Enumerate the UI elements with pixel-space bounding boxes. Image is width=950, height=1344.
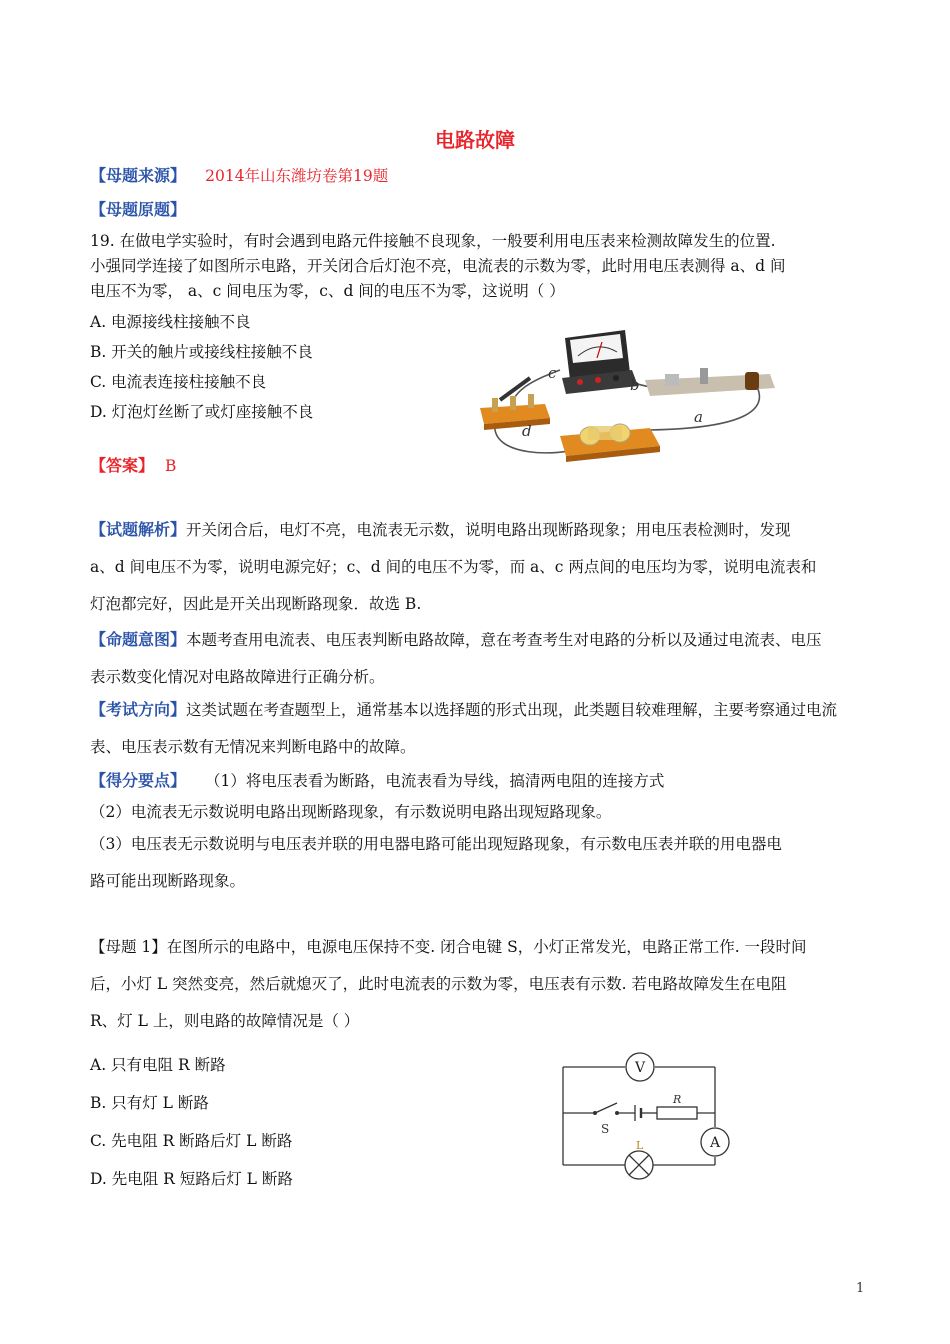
label-r: R: [673, 1093, 682, 1106]
intent-label: 【命题意图】: [90, 630, 187, 649]
answer-label: 【答案】: [90, 456, 155, 475]
answer-row: [90, 453, 176, 476]
analysis-section: [90, 511, 866, 623]
source-row: [90, 163, 388, 186]
intent-line: 本题考查用电流表、电压表判断电路故障，意在考查考生对电路的分析以及通过电流表、电压: [186, 631, 822, 649]
ammeter-symbol-circle: [701, 1128, 729, 1156]
label-l: L: [636, 1139, 644, 1152]
resistor-r: [657, 1107, 697, 1119]
direction-line: 表、电压表示数有无情况来判断电路中的故障。: [90, 738, 416, 756]
question-line: 小强同学连接了如图所示电路，开关闭合后灯泡不亮，电流表的示数为零，此时用电压表测得 a、d 间: [90, 257, 786, 275]
label-a: a: [694, 408, 703, 426]
option-d: D. 灯泡灯丝断了或灯座接触不良: [90, 403, 314, 421]
question-text: [90, 229, 870, 304]
lamp-l: [625, 1151, 653, 1179]
direction-line: 这类试题在考查题型上，通常基本以选择题的形式出现，此类题目较难理解，主要考察通过电流: [186, 701, 838, 719]
q2-option-c: C. 先电阻 R 断路后灯 L 断路: [90, 1132, 293, 1150]
label-d: d: [522, 422, 532, 440]
source-value: 2014年山东潍坊卷第19题: [205, 167, 389, 185]
direction-section: [90, 691, 866, 766]
q2-line: 【母题 1】在图所示的电路中，电源电压保持不变. 闭合电键 S，小灯正常发光，电路正常工作. 一段时间: [90, 938, 807, 956]
original-label: 【母题原题】: [90, 200, 187, 219]
q2-option-d: D. 先电阻 R 短路后灯 L 断路: [90, 1170, 293, 1188]
q2-text: [90, 929, 866, 1040]
switch: [480, 378, 550, 430]
intent-line: 表示数变化情况对电路故障进行正确分析。: [90, 668, 385, 686]
q2-option-a: A. 只有电阻 R 断路: [90, 1056, 226, 1074]
answer-value: B: [164, 457, 177, 475]
q2-option-b: B. 只有灯 L 断路: [90, 1094, 209, 1112]
intent-section: [90, 621, 866, 696]
question-line: 19. 在做电学实验时，有时会遇到电路元件接触不良现象，一般要利用电压表来检测故障发生的位置.: [90, 232, 776, 250]
ammeter-symbol: A: [709, 1135, 721, 1151]
points-line: （1）将电压表看为断路，电流表看为导线，搞清两电阻的连接方式: [204, 772, 665, 790]
label-c: c: [548, 364, 557, 382]
switch-blade: [595, 1103, 617, 1113]
analysis-line: 开关闭合后，电灯不亮，电流表无示数，说明电路出现断路现象；用电压表检测时，发现: [186, 521, 791, 539]
option-c: C. 电流表连接柱接触不良: [90, 373, 267, 391]
voltmeter-symbol: V: [634, 1060, 646, 1076]
q2-line: R、灯 L 上，则电路的故障情况是（ ）: [90, 1012, 360, 1030]
points-block: [90, 826, 866, 900]
ammeter: [562, 330, 638, 394]
analysis-line: a、d 间电压不为零，说明电源完好；c、d 间的电压不为零，而 a、c 两点间的电压均为零，说明电流表和: [90, 558, 817, 576]
analysis-line: 灯泡都完好，因此是开关出现断路现象．故选 B.: [90, 595, 422, 613]
points-label: 【得分要点】: [90, 771, 187, 790]
option-b: B. 开关的触片或接线柱接触不良: [90, 343, 313, 361]
page-number: 1: [856, 1281, 865, 1296]
source-label: 【母题来源】: [90, 166, 187, 185]
battery-holder: [645, 368, 775, 396]
lamp: [560, 424, 660, 462]
label-b: b: [630, 376, 640, 394]
points-line: （2）电流表无示数说明电路出现断路现象，有示数说明电路出现短路现象。: [90, 803, 612, 821]
points-row-1: [90, 768, 664, 791]
points-line: （3）电压表无示数说明与电压表并联的用电器电路可能出现短路现象，有示数电压表并联的用电器电: [90, 835, 782, 853]
question-line: 电压不为零， a、c 间电压为零，c、d 间的电压不为零，这说明（ ）: [90, 282, 565, 300]
analysis-label: 【试题解析】: [90, 520, 187, 539]
option-a: A. 电源接线柱接触不良: [90, 313, 251, 331]
voltmeter: [626, 1053, 654, 1081]
page-title: 电路故障: [435, 128, 515, 152]
physical-circuit-figure: [470, 318, 790, 466]
label-s: S: [601, 1122, 610, 1136]
points-line: 路可能出现断路现象。: [90, 872, 246, 890]
q2-line: 后，小灯 L 突然变亮，然后就熄灭了，此时电流表的示数为零，电压表有示数. 若电路故障发生在电阻: [90, 975, 787, 993]
direction-label: 【考试方向】: [90, 700, 187, 719]
schematic-circuit-figure: [555, 1045, 745, 1185]
